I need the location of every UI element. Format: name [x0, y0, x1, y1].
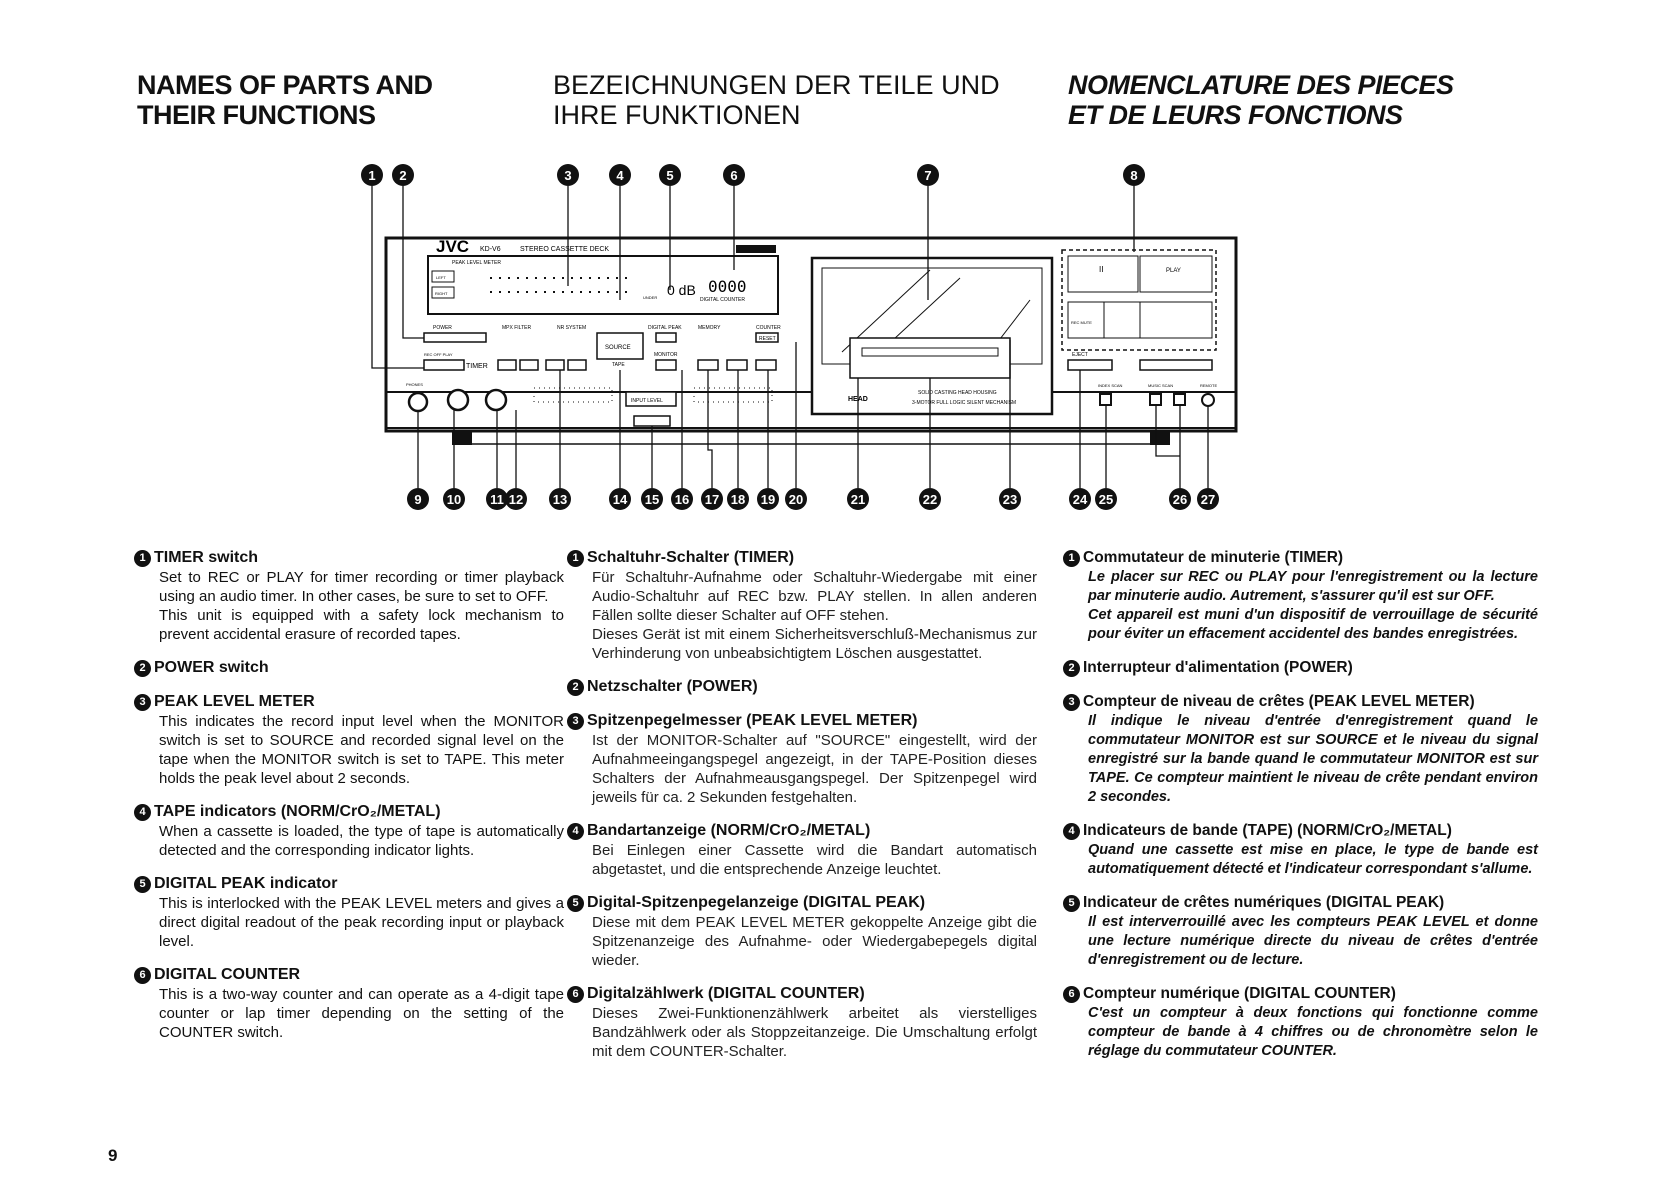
- part-entry: [1063, 893, 1538, 970]
- mpx-label: MPX FILTER: [502, 325, 532, 331]
- digital-peak-button[interactable]: [656, 333, 676, 342]
- part-number-badge: 5: [134, 876, 151, 893]
- feature-line-1: SOLID CASTING HEAD HOUSING: [918, 390, 997, 396]
- part-description: This indicates the record input level when the MONITOR switch is set to SOURCE and recorded signal level on the tape when the MONITOR switch is set to TAPE. This meter holds the peak level about 2 seconds.: [159, 713, 564, 787]
- part-entry: [567, 984, 1037, 1061]
- part-entry: [567, 677, 1037, 697]
- index-scan-label: INDEX SCAN: [1098, 383, 1123, 388]
- callout-number: 19: [760, 492, 776, 507]
- part-title-row: [567, 548, 1037, 568]
- part-entry: [1063, 658, 1538, 678]
- column-english: [134, 548, 564, 1056]
- part-title-row: [1063, 658, 1538, 678]
- peak-meter-label: PEAK LEVEL METER: [452, 260, 501, 266]
- feature-line-2: 3-MOTOR FULL LOGIC SILENT MECHANISM: [912, 400, 1017, 406]
- rec-off-play-label: REC OFF PLAY: [424, 352, 453, 357]
- balance-knob[interactable]: [486, 390, 506, 410]
- callout-number: 4: [616, 168, 624, 183]
- callout-number: 12: [508, 492, 524, 507]
- dolby-badge: [736, 245, 776, 253]
- foot-left: [452, 431, 472, 445]
- part-title: Netzschalter (POWER): [587, 678, 758, 695]
- part-title: Indicateur de crêtes numériques (DIGITAL PEAK): [1083, 894, 1445, 911]
- head-label: HEAD: [848, 396, 868, 403]
- part-title: TAPE indicators (NORM/CrO₂/METAL): [154, 803, 441, 820]
- part-entry: [567, 711, 1037, 807]
- part-title: TIMER switch: [154, 549, 259, 566]
- part-title-row: [134, 965, 564, 985]
- monitor-button[interactable]: [656, 360, 676, 370]
- part-description: Il indique le niveau d'entrée d'enregistrement quand le commutateur MONITOR est sur SOURCE et le niveau du signal enregistré sur la bande quand le commutateur MONITOR est sur TAPE. Ce compteur maintient le niveau de crête pendant environ 2 secondes.: [1088, 713, 1538, 805]
- cassette-deck-diagram: [0, 0, 1672, 520]
- callout-number: 14: [612, 492, 628, 507]
- music-scan-forward-button[interactable]: [1174, 394, 1185, 405]
- power-label: POWER: [433, 325, 452, 331]
- record-button[interactable]: [1140, 302, 1212, 338]
- part-number-badge: 1: [567, 550, 584, 567]
- part-title-row: [567, 821, 1037, 841]
- callout-number: 9: [414, 492, 422, 507]
- stop-button[interactable]: [1104, 302, 1140, 338]
- callout-number: 6: [730, 168, 738, 183]
- part-description: Bei Einlegen einer Cassette wird die Bandart automatisch abgetastet, und die entsprechende Anzeige leuchtet.: [592, 842, 1037, 878]
- part-entry: [1063, 692, 1538, 807]
- part-title-row: [567, 893, 1037, 913]
- part-entry: [1063, 984, 1538, 1061]
- part-title-row: [1063, 821, 1538, 841]
- heading-en-line-1: NAMES OF PARTS AND: [137, 70, 433, 100]
- callout-number: 7: [924, 168, 932, 183]
- callout-number: 15: [644, 492, 660, 507]
- part-title: DIGITAL COUNTER: [154, 966, 301, 983]
- part-number-badge: 2: [1063, 660, 1080, 677]
- callout-number: 16: [674, 492, 690, 507]
- brand-logo: JVC: [436, 237, 470, 256]
- nr-label: NR SYSTEM: [557, 325, 587, 331]
- callout-number: 1: [368, 168, 376, 183]
- part-number-badge: 5: [567, 895, 584, 912]
- part-entry: [134, 658, 564, 678]
- transport-panel: [850, 338, 1010, 378]
- part-number-badge: 6: [1063, 986, 1080, 1003]
- index-scan-button[interactable]: [1100, 394, 1111, 405]
- part-entry: [134, 874, 564, 951]
- part-title: Interrupteur d'alimentation (POWER): [1083, 659, 1353, 676]
- part-entry: [134, 548, 564, 644]
- model-description: STEREO CASSETTE DECK: [520, 246, 610, 253]
- part-number-badge: 1: [1063, 550, 1080, 567]
- part-description: When a cassette is loaded, the type of tape is automatically detected and the corresponding indicator lights.: [159, 823, 564, 859]
- transport-keys[interactable]: [862, 348, 998, 356]
- pause-label: II: [1099, 265, 1104, 274]
- part-title: Bandartanzeige (NORM/CrO₂/METAL): [587, 822, 871, 839]
- reset-label: RESET: [759, 336, 776, 342]
- callout-number: 21: [850, 492, 866, 507]
- part-entry: [134, 692, 564, 788]
- monitor-label: MONITOR: [654, 352, 678, 358]
- column-german: [567, 548, 1037, 1075]
- heading-fr-line-1: NOMENCLATURE DES PIECES: [1068, 70, 1454, 100]
- part-title-row: [134, 692, 564, 712]
- timer-switch[interactable]: [424, 360, 464, 370]
- part-description: Set to REC or PLAY for timer recording or timer playback using an audio timer. In other cases, be sure to set to OFF. This unit is equipped with a safety lock mechanism to prevent accidental erasure of recorded tapes.: [159, 569, 564, 643]
- remote-jack[interactable]: [1202, 394, 1214, 406]
- callout-number: 13: [552, 492, 568, 507]
- counter-label: COUNTER: [756, 325, 781, 331]
- rewind-ff-buttons[interactable]: [1140, 360, 1212, 370]
- eject-label: EJECT: [1072, 352, 1088, 358]
- part-title-row: [1063, 692, 1538, 712]
- callout-number: 25: [1098, 492, 1114, 507]
- memory-label: MEMORY: [698, 325, 721, 331]
- callout-number: 24: [1072, 492, 1088, 507]
- timer-label: TIMER: [466, 363, 488, 370]
- phones-label: PHONES: [406, 382, 423, 387]
- part-title: Compteur numérique (DIGITAL COUNTER): [1083, 985, 1396, 1002]
- callout-number: 3: [564, 168, 572, 183]
- part-title: Schaltuhr-Schalter (TIMER): [587, 549, 795, 566]
- part-title-row: [134, 802, 564, 822]
- left-channel-label: LEFT: [436, 275, 446, 280]
- part-entry: [134, 802, 564, 860]
- callout-number: 10: [446, 492, 462, 507]
- part-number-badge: 4: [134, 804, 151, 821]
- part-title: Digital-Spitzenpegelanzeige (DIGITAL PEAK): [587, 894, 926, 911]
- phones-jack[interactable]: [409, 393, 427, 411]
- music-scan-back-button[interactable]: [1150, 394, 1161, 405]
- music-scan-label: MUSIC SCAN: [1148, 383, 1174, 388]
- eject-button[interactable]: [1068, 360, 1112, 370]
- page-number: 9: [108, 1146, 118, 1165]
- part-title-row: [567, 711, 1037, 731]
- play-label: PLAY: [1166, 268, 1181, 274]
- part-number-badge: 2: [567, 679, 584, 696]
- tape-label: TAPE: [612, 362, 625, 368]
- part-description: Le placer sur REC ou PLAY pour l'enregistrement ou la lecture par minuterie audio. Autrement, s'assurer qu'il est sur OFF. Cet appareil est muni d'un dispositif de verrouillage de sécurité pour éviter un effacement accidentel des bandes enregistrées.: [1088, 569, 1538, 642]
- remote-label: REMOTE: [1200, 383, 1218, 388]
- heading-de-line-1: BEZEICHNUNGEN DER TEILE UND: [553, 70, 1000, 100]
- part-number-badge: 4: [1063, 823, 1080, 840]
- counter-digits: 0000: [708, 277, 747, 296]
- heading-en-line-2: THEIR FUNCTIONS: [137, 100, 376, 130]
- foot-right: [1150, 431, 1170, 445]
- callout-number: 8: [1130, 168, 1138, 183]
- part-title: Indicateurs de bande (TAPE) (NORM/CrO₂/METAL): [1083, 822, 1452, 839]
- callout-number: 22: [922, 492, 938, 507]
- part-title-row: [1063, 893, 1538, 913]
- input-level-base: [634, 416, 670, 426]
- part-title: POWER switch: [154, 659, 269, 676]
- part-description: This is a two-way counter and can operate as a 4-digit tape counter or lap timer depending on the setting of the COUNTER switch.: [159, 986, 564, 1041]
- column-french: [1063, 548, 1538, 1075]
- callout-number: 26: [1172, 492, 1188, 507]
- part-entry: [567, 893, 1037, 970]
- part-number-badge: 6: [134, 967, 151, 984]
- heading-de-line-2: IHRE FUNKTIONEN: [553, 100, 801, 130]
- part-title-row: [134, 658, 564, 678]
- part-entry: [567, 821, 1037, 879]
- part-description: Il est interverrouillé avec les compteurs PEAK LEVEL et donne une lecture numérique directe du niveau de crêtes d'entrée d'enregistrement ou de lecture.: [1088, 914, 1538, 968]
- part-title-row: [567, 984, 1037, 1004]
- part-title-row: [134, 548, 564, 568]
- part-number-badge: 4: [567, 823, 584, 840]
- part-title-row: [567, 677, 1037, 697]
- part-number-badge: 6: [567, 986, 584, 1003]
- part-title-row: [1063, 548, 1538, 568]
- pause-button[interactable]: [1068, 256, 1138, 292]
- callout-number: 2: [399, 168, 407, 183]
- callout-number: 20: [788, 492, 804, 507]
- part-description: Quand une cassette est mise en place, le type de bande est automatiquement détecté et l'indicateur correspondant s'allume.: [1088, 842, 1538, 877]
- part-title: PEAK LEVEL METER: [154, 693, 315, 710]
- part-description: Dieses Zwei-Funktionenzählwerk arbeitet als vierstelliges Bandzählwerk oder als Stoppzeitanzeige. Die Umschaltung erfolgt mit dem COUNTER-Schalter.: [592, 1005, 1037, 1060]
- part-number-badge: 3: [1063, 694, 1080, 711]
- callout-number: 11: [490, 492, 504, 507]
- memory-counter-buttons[interactable]: [698, 360, 776, 370]
- part-number-badge: 3: [567, 713, 584, 730]
- model-label: KD-V6: [480, 246, 501, 253]
- callout-number: 27: [1200, 492, 1216, 507]
- part-entry: [1063, 821, 1538, 879]
- part-title: Digitalzählwerk (DIGITAL COUNTER): [587, 985, 865, 1002]
- part-description: Diese mit dem PEAK LEVEL METER gekoppelte Anzeige gibt die Spitzenanzeige des Aufnahme- oder Wiedergabepegels digital wieder.: [592, 914, 1037, 969]
- part-entry: [567, 548, 1037, 663]
- part-number-badge: 1: [134, 550, 151, 567]
- part-entry: [1063, 548, 1538, 644]
- part-title: Commutateur de minuterie (TIMER): [1083, 549, 1344, 566]
- db-readout: 0 dB: [667, 282, 696, 298]
- under-label: UNDER: [643, 295, 658, 300]
- part-title-row: [134, 874, 564, 894]
- part-description: Für Schaltuhr-Aufnahme oder Schaltuhr-Wiedergabe mit einer Audio-Schaltuhr auf REC bzw. PLAY stellen. In allen anderen Fällen sollte dieser Schalter auf OFF stehen. Dieses Gerät ist mit einem Sicherheitsverschluß-Mechanismus zur Verhinderung von unbeabsichtigtem Löschen ausgestattet.: [592, 569, 1037, 662]
- heading-fr-line-2: ET DE LEURS FONCTIONS: [1068, 100, 1403, 130]
- input-level-label: INPUT LEVEL: [631, 398, 663, 404]
- headphone-level-knob[interactable]: [448, 390, 468, 410]
- part-description: This is interlocked with the PEAK LEVEL meters and gives a direct digital readout of the peak recording input or playback level.: [159, 895, 564, 950]
- digital-peak-label: DIGITAL PEAK: [648, 325, 682, 331]
- part-number-badge: 2: [134, 660, 151, 677]
- part-number-badge: 3: [134, 694, 151, 711]
- part-title: DIGITAL PEAK indicator: [154, 875, 338, 892]
- part-description: C'est un compteur à deux fonctions qui fonctionne comme compteur de bande à 4 chiffres ou de chronomètre selon le réglage du commutateur COUNTER.: [1088, 1005, 1538, 1059]
- play-button[interactable]: [1140, 256, 1212, 292]
- callout-number: 17: [704, 492, 720, 507]
- top-callouts: [361, 164, 1145, 186]
- part-number-badge: 5: [1063, 895, 1080, 912]
- callout-number: 18: [730, 492, 746, 507]
- digital-counter-label: DIGITAL COUNTER: [700, 297, 746, 303]
- part-title: Compteur de niveau de crêtes (PEAK LEVEL METER): [1083, 693, 1475, 710]
- part-description: Ist der MONITOR-Schalter auf "SOURCE" eingestellt, wird der Aufnahmeeingangspegel angezeigt, in der TAPE-Position dieses Schalters der Aufnahmeausgangspegel. Der Spitzenpegel wird jeweils für ca. 2 Sekunden festgehalten.: [592, 732, 1037, 806]
- part-title: Spitzenpegelmesser (PEAK LEVEL METER): [587, 712, 918, 729]
- callout-number: 23: [1002, 492, 1018, 507]
- callout-number: 5: [666, 168, 674, 183]
- right-channel-label: RIGHT: [435, 291, 448, 296]
- bottom-callouts: [407, 488, 1219, 510]
- part-title-row: [1063, 984, 1538, 1004]
- source-label: SOURCE: [605, 345, 631, 351]
- part-entry: [134, 965, 564, 1042]
- power-switch[interactable]: [424, 333, 486, 342]
- rec-mute-label: REC MUTE: [1071, 320, 1092, 325]
